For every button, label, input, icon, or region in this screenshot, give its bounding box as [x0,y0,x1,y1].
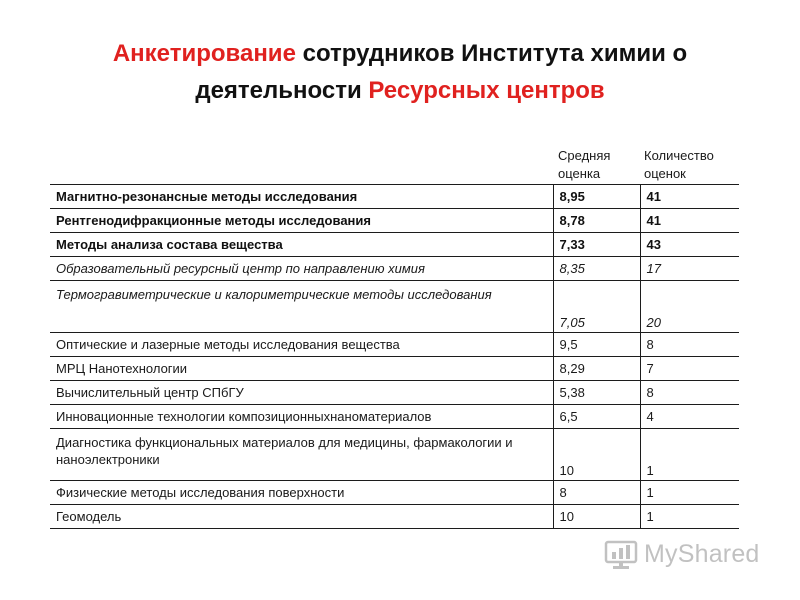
table-row [50,233,739,257]
table-row [50,405,739,429]
row-count: 43 [640,233,739,257]
row-count: 17 [640,257,739,281]
slide-title [40,35,760,109]
table-row [50,505,739,529]
table-row [50,185,739,209]
row-count: 1 [640,429,739,481]
row-count: 4 [640,405,739,429]
row-count: 41 [640,209,739,233]
row-average: 10 [553,505,640,529]
title-accent-2: Ресурсных центров [368,77,605,104]
row-count: 41 [640,185,739,209]
row-average: 9,5 [553,333,640,357]
row-count: 1 [640,505,739,529]
table-row [50,257,739,281]
row-name: Инновационные технологии композиционныхнаноматериалов [50,405,553,429]
myshared-logo-icon [604,537,638,571]
column-header-average: Средняя оценка [558,148,611,181]
survey-table [50,184,739,529]
row-average: 8,29 [553,357,640,381]
row-average: 8 [553,481,640,505]
table-row [50,209,739,233]
table-row [50,357,739,381]
row-count: 8 [640,333,739,357]
row-average: 8,35 [553,257,640,281]
row-name: Методы анализа состава вещества [50,233,553,257]
row-name: Термогравиметрические и калориметрические методы исследования [50,281,553,333]
row-count: 8 [640,381,739,405]
row-name: Рентгенодифракционные методы исследования [50,209,553,233]
watermark-text: MyShared [644,540,760,568]
row-name: Геомодель [50,505,553,529]
row-name: Вычислительный центр СПбГУ [50,381,553,405]
row-average: 8,78 [553,209,640,233]
row-count: 1 [640,481,739,505]
title-middle: сотрудников Института химии о деятельности [195,40,688,104]
row-name: Образовательный ресурсный центр по направлению химия [50,257,553,281]
table-row [50,481,739,505]
row-name: Диагностика функциональных материалов для медицины, фармакологии и наноэлектроники [50,429,553,481]
row-average: 8,95 [553,185,640,209]
row-average: 5,38 [553,381,640,405]
row-name: Оптические и лазерные методы исследования вещества [50,333,553,357]
column-headers [0,147,800,185]
table-row [50,281,739,333]
title-accent-1: Анкетирование [112,40,296,67]
row-average: 10 [553,429,640,481]
table-row [50,429,739,481]
row-count: 20 [640,281,739,333]
row-average: 7,05 [553,281,640,333]
row-name: МРЦ Нанотехнологии [50,357,553,381]
row-name: Физические методы исследования поверхности [50,481,553,505]
column-header-count: Количество оценок [644,148,714,181]
row-average: 6,5 [553,405,640,429]
table-row [50,333,739,357]
table-row [50,381,739,405]
row-name: Магнитно-резонансные методы исследования [50,185,553,209]
myshared-watermark [604,537,760,571]
row-average: 7,33 [553,233,640,257]
row-count: 7 [640,357,739,381]
